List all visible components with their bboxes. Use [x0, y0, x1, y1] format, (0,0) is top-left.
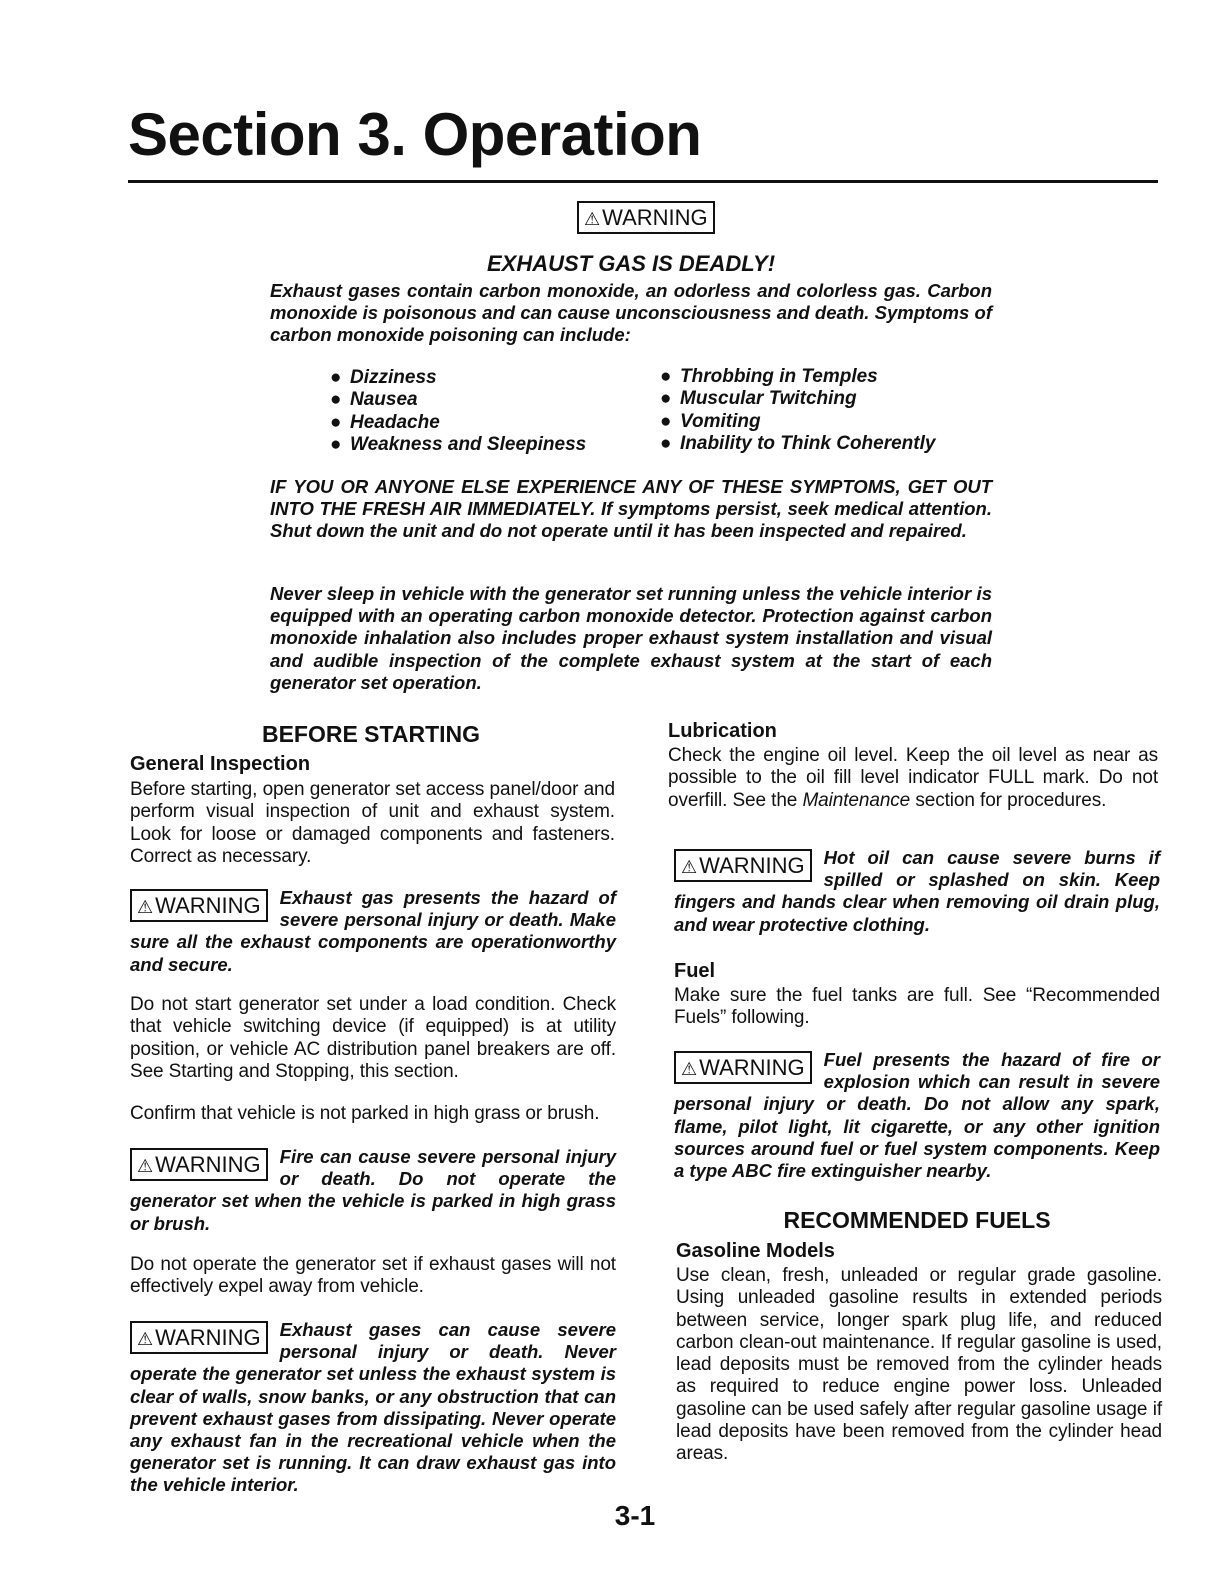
confirm-parking-text: Confirm that vehicle is not parked in high grass or brush. [130, 1103, 600, 1124]
fuel-heading: Fuel [674, 960, 716, 982]
warning-triangle-icon: ⚠ [681, 857, 698, 877]
list-item: ● Nausea [330, 389, 418, 411]
warning-badge: ⚠WARNING [674, 1051, 812, 1084]
warning-text: Exhaust gases can cause severe personal injury or death. Never operate the generator set unless the exhaust system is clear of walls, snow banks, or any obstruction that can prevent exhaust gases from dissipating. Never operate any exhaust fan in the recreational vehicle when the generator set is running. It can draw exhaust gas into the vehicle interior. [130, 1319, 616, 1496]
warning-text: Fire can cause severe personal injury or death. Do not operate the generator set when the vehicle is parked in high grass or brush. [130, 1146, 616, 1234]
symptom-list-right [660, 366, 935, 456]
warning-badge: ⚠WARNING [130, 889, 268, 922]
symptom-list-left [330, 367, 586, 457]
warning-triangle-icon: ⚠ [137, 1156, 154, 1176]
warning-text: Fuel presents the hazard of fire or explosion which can result in severe personal injury or death. Do not allow any spark, flame, pilot light, lit cigarette, or any other ignition sources around fuel or fuel system components. Keep a type ABC fire extinguisher nearby. [674, 1049, 1160, 1182]
exhaust-hazard-warning [130, 887, 616, 976]
fuel-text: Make sure the fuel tanks are full. See “Recommended Fuels” following. [674, 985, 1160, 1029]
general-inspection-heading: General Inspection [130, 753, 311, 775]
warning-badge: ⚠WARNING [130, 1148, 268, 1181]
lubrication-heading: Lubrication [668, 720, 777, 742]
warning-label: WARNING [602, 205, 708, 230]
caps-instruction: IF YOU OR ANYONE ELSE EXPERIENCE ANY OF THESE SYMPTOMS, GET OUT INTO THE FRESH AIR IMMEDIATELY. [270, 476, 992, 520]
exhaust-warning-heading: EXHAUST GAS IS DEADLY! [486, 251, 776, 276]
warning-text: Exhaust gas presents the hazard of severe personal injury or death. Make sure all the exhaust components are operationworthy and secure. [130, 887, 616, 975]
gasoline-models-text: Use clean, fresh, unleaded or regular grade gasoline. Using unleaded gasoline results in extended periods between service, longer spark plug life, and reduced carbon clean-out maintenance. If regular gasoline is used, lead deposits must be removed from the cylinder heads as required to reduce engine power loss. Unleaded gasoline can be used safely after regular gasoline usage if lead deposits have been removed from the cylinder head areas. [676, 1265, 1162, 1465]
list-item: ● Inability to Think Coherently [660, 433, 936, 455]
fire-hazard-warning [130, 1146, 616, 1235]
before-starting-heading: BEFORE STARTING [261, 721, 481, 747]
instruction-rest: If symptoms persist, seek medical attention. Shut down the unit and do not operate until it has been inspected and repaired. [270, 498, 992, 542]
recommended-fuels-heading: RECOMMENDED FUELS [783, 1207, 1051, 1233]
fuel-hazard-warning [674, 1049, 1160, 1182]
never-sleep-warning: Never sleep in vehicle with the generator set running unless the vehicle interior is equipped with an operating carbon monoxide detector. Protection against carbon monoxide inhalation also includes proper exhaust system installation and visual and audible inspection of the complete exhaust system at the start of each generator set operation. [270, 583, 992, 693]
warning-triangle-icon: ⚠ [137, 897, 154, 917]
warning-text: Hot oil can cause severe burns if spilled or splashed on skin. Keep fingers and hands clear when removing oil drain plug, and wear protective clothing. [674, 847, 1160, 935]
warning-triangle-icon: ⚠ [584, 209, 601, 229]
exhaust-obstruction-warning [130, 1319, 616, 1497]
load-condition-text: Do not start generator set under a load condition. Check that vehicle switching device (if equipped) is at utility position, or vehicle AC distribution panel breakers are off. See Starting and Stopping, this section. [130, 994, 616, 1082]
page-title: Section 3. Operation [128, 101, 702, 168]
gasoline-models-heading: Gasoline Models [676, 1240, 835, 1262]
list-item: ● Muscular Twitching [660, 388, 857, 410]
warning-badge [577, 201, 715, 234]
warning-triangle-icon: ⚠ [137, 1329, 154, 1349]
list-item: ● Vomiting [660, 410, 761, 432]
exhaust-expel-text: Do not operate the generator set if exhaust gases will not effectively expel away from vehicle. [130, 1254, 616, 1298]
page-number: 3-1 [614, 1500, 656, 1531]
maintenance-reference: Maintenance [802, 789, 911, 811]
list-item: ● Weakness and Sleepiness [330, 434, 587, 456]
warning-badge: ⚠WARNING [674, 849, 812, 882]
title-rule [128, 180, 1158, 183]
lubrication-text: Check the engine oil level. Keep the oil level as near as possible to the oil fill level indicator FULL mark. Do not overfill. See the Maintenance section for procedures. [668, 745, 1158, 811]
exhaust-warning-intro: Exhaust gases contain carbon monoxide, an odorless and colorless gas. Carbon monoxide is poisonous and can cause unconsciousness and death. Symptoms of carbon monoxide poisoning can include: [270, 280, 992, 346]
list-item: ● Dizziness [330, 367, 437, 388]
list-item: ● Headache [330, 411, 440, 433]
hot-oil-warning [674, 847, 1160, 936]
symptom-instructions [270, 476, 992, 543]
warning-badge: ⚠WARNING [130, 1321, 268, 1354]
general-inspection-text: Before starting, open generator set access panel/door and perform visual inspection of unit and exhaust system. Look for loose or damaged components and fasteners. Correct as necessary. [130, 779, 615, 867]
list-item: ● Throbbing in Temples [660, 366, 878, 387]
warning-triangle-icon: ⚠ [681, 1059, 698, 1079]
